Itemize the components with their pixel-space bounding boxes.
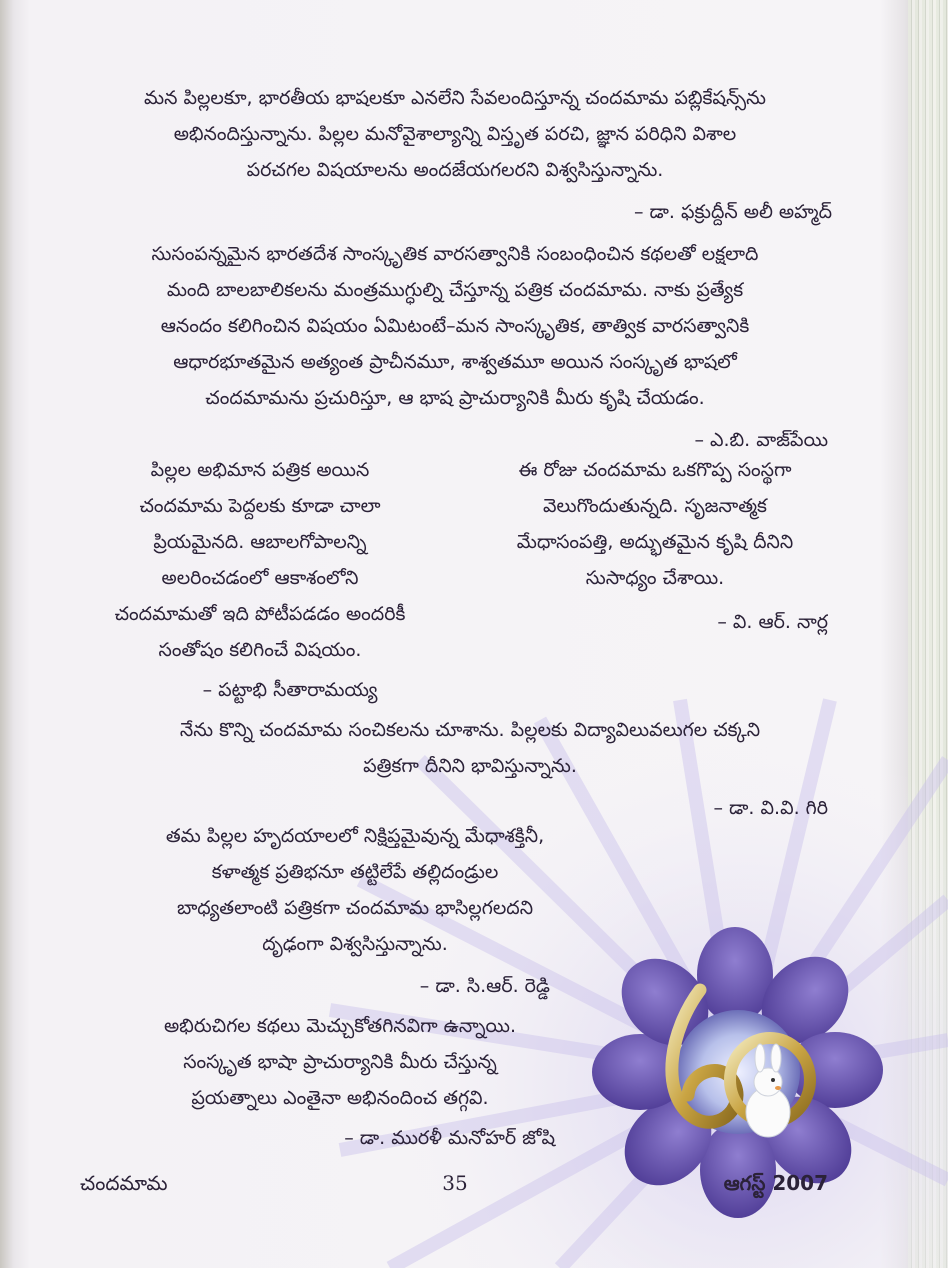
quote-4-line: మేధాసంపత్తి, అద్భుతమైన కృషి దీనిని	[516, 531, 794, 553]
quote-5-line: పత్రికగా దీనిని భావిస్తున్నాను.	[363, 755, 577, 777]
quote-6-line: తమ పిల్లల హృదయాలలో నిక్షిప్తమైవున్న మేధాశక్తినీ,	[165, 825, 545, 847]
quote-6-line: కళాత్మక ప్రతిభనూ తట్టిలేపే తల్లిదండ్రుల	[211, 861, 499, 883]
quote-3-line: ప్రియమైనది. ఆబాలగోపాలన్ని	[153, 531, 367, 553]
quote-3-line: చందమామతో ఇది పోటీపడడం అందరికీ	[114, 603, 406, 625]
quote-3-line: చందమామ పెద్దలకు కూడా చాలా	[139, 495, 381, 517]
quote-4-line: సుసాధ్యం చేశాయి.	[585, 567, 725, 589]
quote-6-line: దృఢంగా విశ్వసిస్తున్నాను.	[262, 933, 448, 955]
quote-3-author: – పట్టాభి సీతారామయ్య	[202, 679, 378, 701]
quote-1-author: – డా. ఫక్రుద్దీన్ అలీ అహ్మద్	[633, 201, 832, 223]
quote-5-author: – డా. వి.వి. గిరి	[713, 797, 828, 819]
quote-2-line: ఆధారభూతమైన అత్యంత ప్రాచీనమూ, శాశ్వతమూ అయిన సంస్కృత భాషలో	[173, 351, 737, 373]
quote-4-line: ఈ రోజు చందమామ ఒకగొప్ప సంస్థగా	[518, 459, 792, 481]
footer-magazine-name: చందమామ	[80, 1171, 168, 1195]
quote-7-line: అభిరుచిగల కథలు మెచ్చుకోతగినవిగా ఉన్నాయి.	[163, 1015, 517, 1037]
quote-4-author: – వి. ఆర్. నార్ల	[717, 611, 828, 633]
quote-1-line: మన పిల్లలకూ, భారతీయ భాషలకూ ఎనలేని సేవలందిస్తూన్న చందమామ పబ్లికేషన్స్‌ను	[143, 87, 767, 109]
footer-issue-date: ఆగస్ట్ 2007	[723, 1171, 828, 1195]
quote-1-line: అభినందిస్తున్నాను. పిల్లల మనోవైశాల్యాన్ని విస్తృత పరచి, జ్ఞాన పరిధిని విశాల	[173, 123, 737, 145]
quote-3-line: సంతోషం కలిగించే విషయం.	[158, 639, 362, 661]
quote-6-author: – డా. సి.ఆర్. రెడ్డి	[419, 975, 550, 997]
quote-1-line: పరచగల విషయాలను అందజేయగలరని విశ్వసిస్తున్నాను.	[246, 159, 664, 181]
quote-2-line: చందమామను ప్రచురిస్తూ, ఆ భాష ప్రాచుర్యానికి మీరు కృషి చేయడం.	[205, 387, 705, 409]
quote-4-line: వెలుగొందుతున్నది. సృజనాత్మక	[543, 495, 767, 517]
quote-7-line: సంస్కృత భాషా ప్రాచుర్యానికి మీరు చేస్తున్న	[183, 1051, 497, 1073]
quote-7-author: – డా. మురళీ మనోహర్ జోషి	[344, 1127, 555, 1149]
quote-6-line: బాధ్యతలాంటి పత్రికగా చందమామ భాసిల్లగలదని	[176, 897, 534, 919]
page-number: 35	[442, 1171, 468, 1195]
quote-2-line: మంది బాలబాలికలను మంత్రముగ్ధుల్ని చేస్తూన్న పత్రిక చందమామ. నాకు ప్రత్యేక	[166, 279, 744, 301]
quote-2-line: సుసంపన్నమైన భారతదేశ సాంస్కృతిక వారసత్వానికి సంబంధించిన కథలతో లక్షలాది	[151, 243, 759, 265]
quote-2-line: ఆనందం కలిగించిన విషయం ఏమిటంటే–మన సాంస్కృతిక, తాత్విక వారసత్వానికి	[160, 315, 750, 337]
quote-3-line: పిల్లల అభిమాన పత్రిక అయిన	[150, 459, 370, 481]
quote-2-author: – ఎ.బి. వాజ్‌పేయి	[694, 429, 828, 451]
quote-5-line: నేను కొన్ని చందమామ సంచికలను చూశాను. పిల్లలకు విద్యావిలువలుగల చక్కని	[179, 719, 761, 741]
quote-3-line: అలరించడంలో ఆకాశంలోని	[161, 567, 359, 589]
quote-7-line: ప్రయత్నాలు ఎంతైనా అభినందించ తగ్గవి.	[191, 1087, 489, 1109]
